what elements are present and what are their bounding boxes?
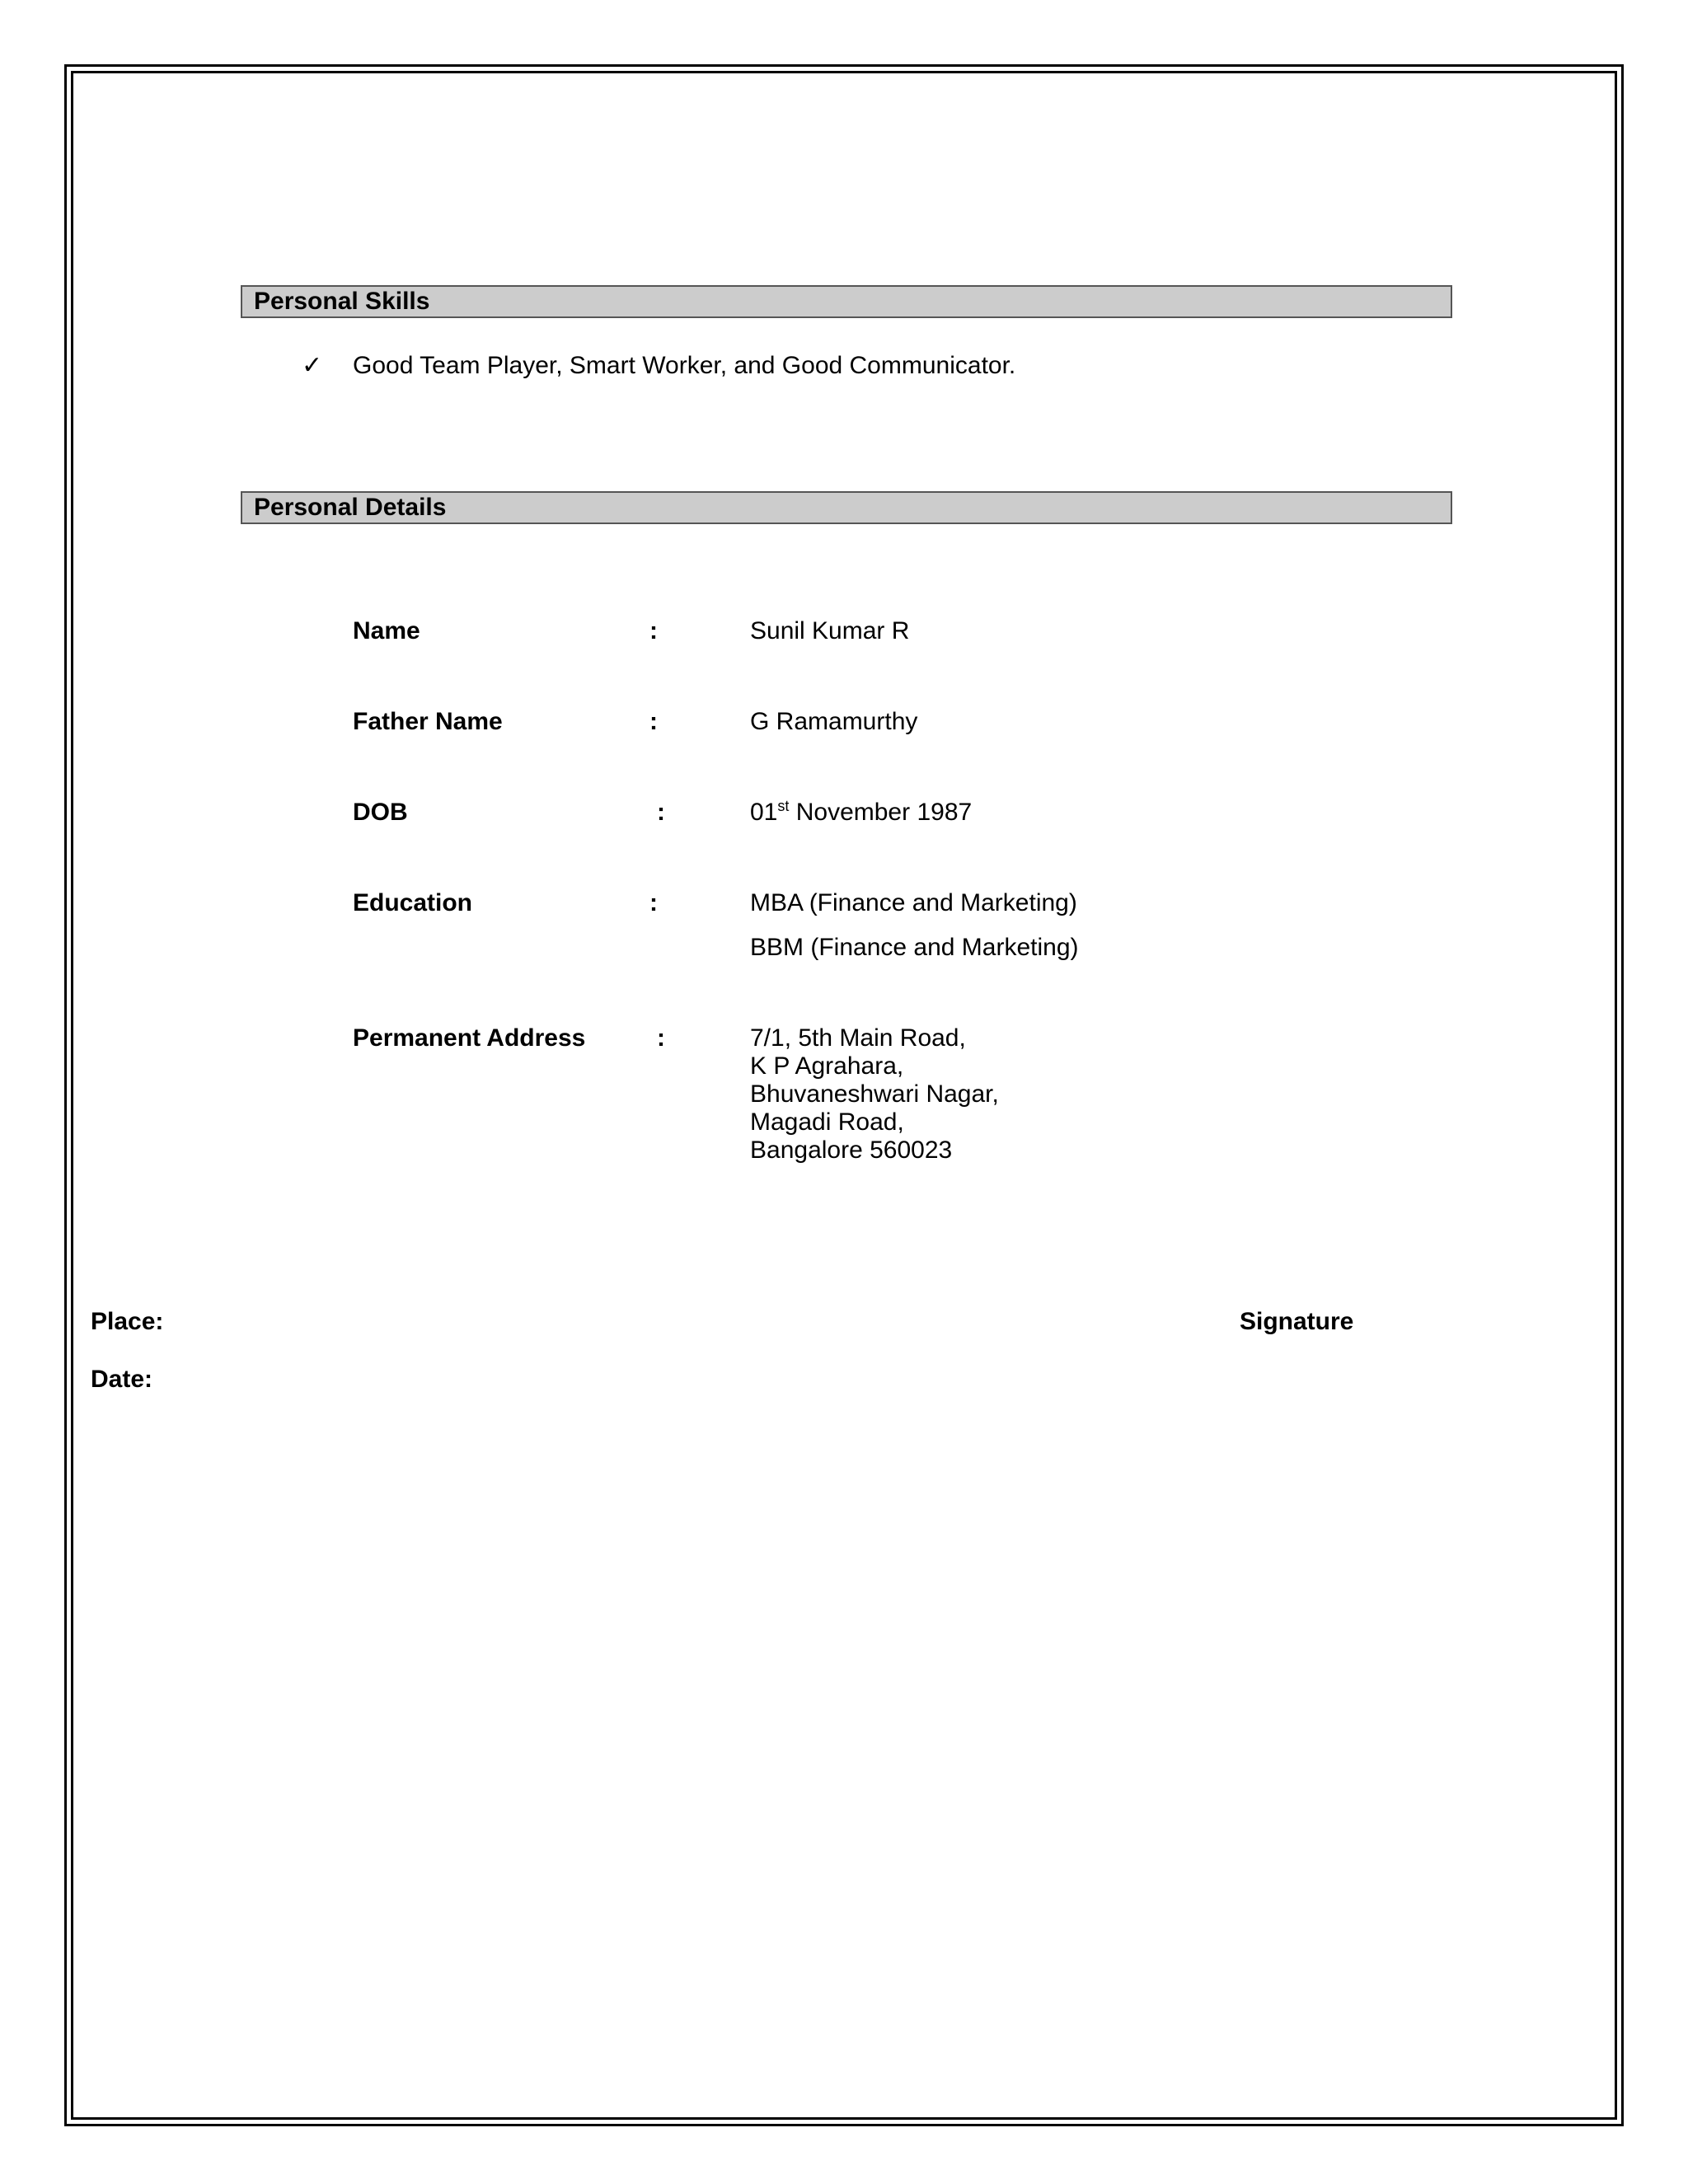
education-colon: : [649,889,658,916]
dob-day: 01 [750,799,778,826]
education-value-2: BBM (Finance and Marketing) [750,934,1079,961]
section-header-personal-details: Personal Details [241,491,1452,524]
name-value: Sunil Kumar R [750,617,910,644]
check-icon: ✓ [302,352,323,379]
dob-value [750,796,972,829]
dob-rest: November 1987 [789,799,973,826]
address-label: Permanent Address [353,1024,586,1052]
place-label: Place: [91,1308,164,1335]
father-name-value: G Ramamurthy [750,708,918,735]
name-colon: : [649,617,658,644]
address-line: Bhuvaneshwari Nagar, [750,1080,999,1108]
address-line: 7/1, 5th Main Road, [750,1024,966,1052]
father-name-label: Father Name [353,708,503,735]
date-label: Date: [91,1366,153,1393]
education-label: Education [353,889,473,916]
signature-label: Signature [1240,1308,1354,1335]
dob-colon: : [657,799,665,826]
list-item [302,349,1016,382]
address-line: Bangalore 560023 [750,1137,953,1164]
father-name-colon: : [649,708,658,735]
section-header-personal-skills: Personal Skills [241,285,1452,318]
name-label: Name [353,617,420,644]
address-line: K P Agrahara, [750,1052,904,1080]
address-colon: : [657,1024,665,1052]
dob-suffix: st [777,798,790,814]
skill-text: Good Team Player, Smart Worker, and Good Communicator. [353,352,1016,379]
address-line: Magadi Road, [750,1108,904,1136]
education-value-1: MBA (Finance and Marketing) [750,889,1077,916]
dob-label: DOB [353,799,408,826]
address-value [750,1024,999,1165]
